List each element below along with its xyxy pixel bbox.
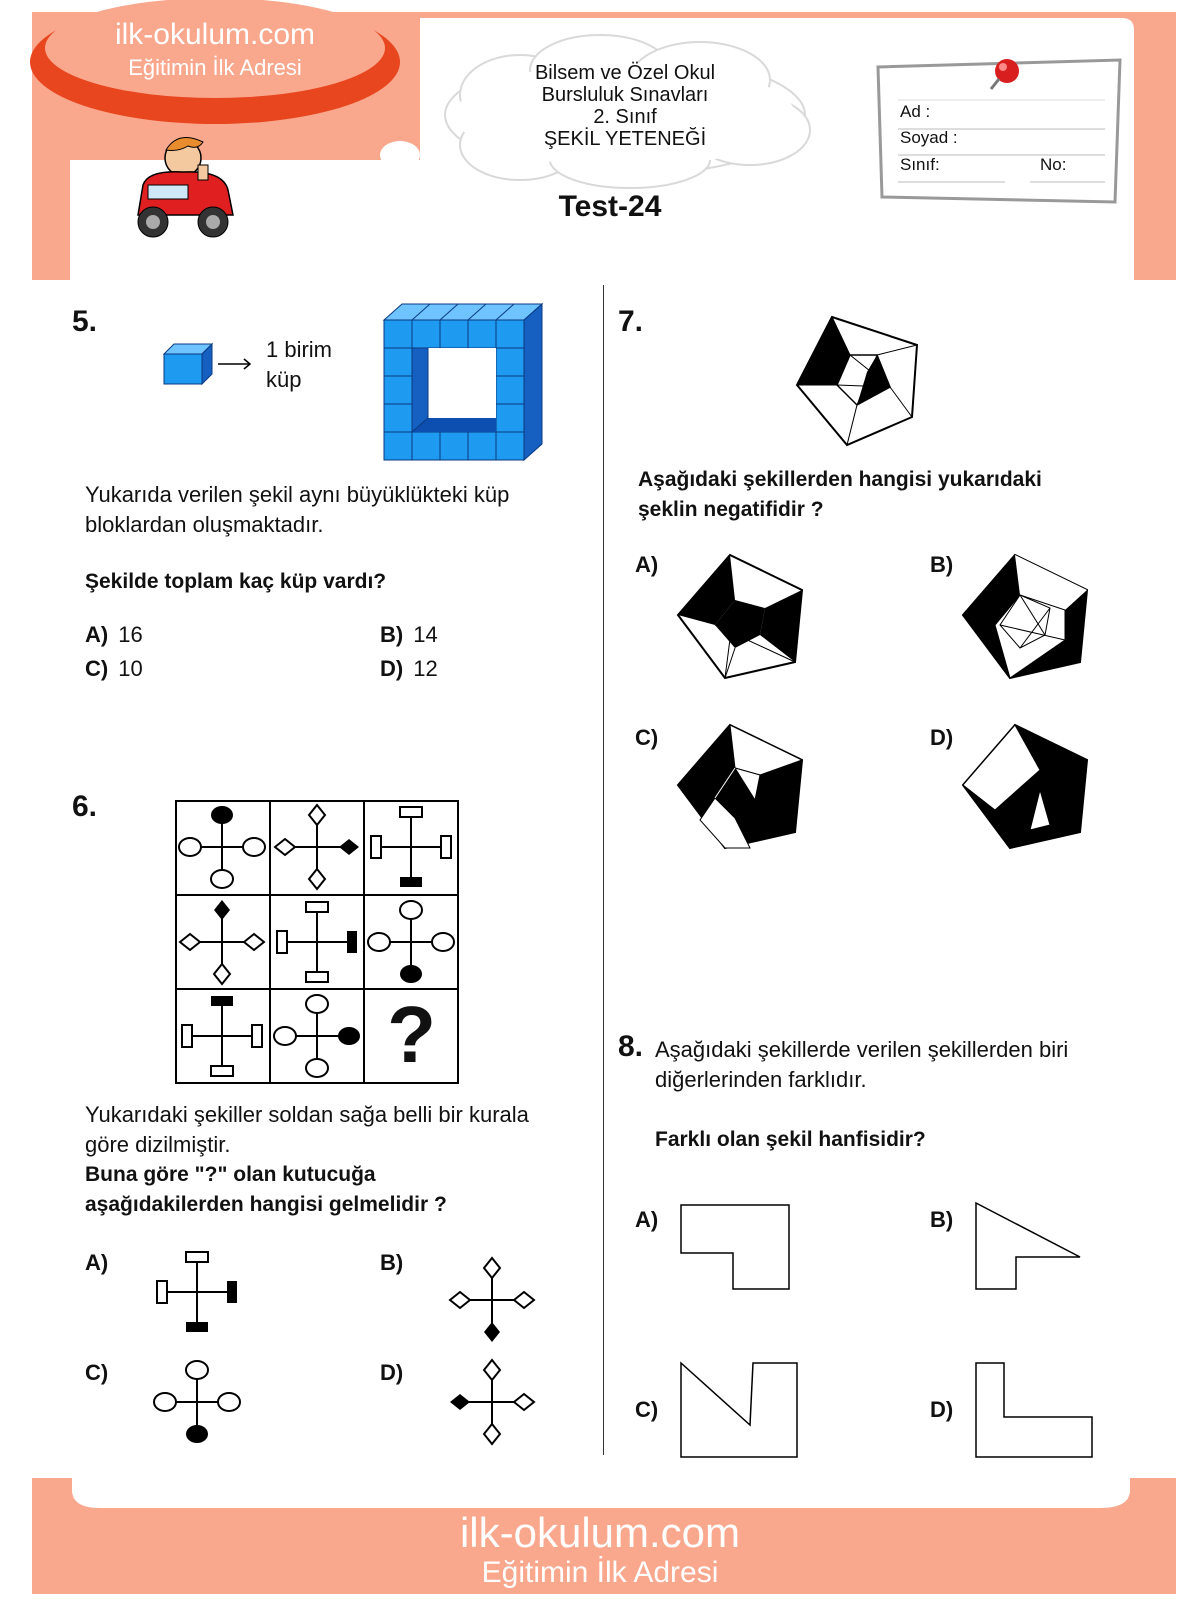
text-line: Yukarıda verilen şekil aynı büyüklükteki küp	[85, 482, 510, 507]
option-a-label[interactable]: A)	[635, 552, 659, 577]
option-a-label[interactable]: A)	[635, 1207, 659, 1232]
option-d-figure[interactable]	[955, 720, 1095, 860]
option-d-label[interactable]: D)	[930, 1397, 954, 1422]
card-ad-label: Ad :	[900, 102, 931, 121]
option-label: B)	[380, 622, 404, 647]
prompt-line: Aşağıdaki şekillerden hangisi yukarıdaki	[638, 468, 1042, 491]
option-b-figure[interactable]	[445, 1255, 540, 1350]
question-text	[85, 480, 585, 540]
option-a-figure[interactable]	[670, 550, 810, 690]
logo-slogan: Eğitimin İlk Adresi	[128, 55, 302, 80]
option-c-label[interactable]: C)	[635, 725, 659, 750]
text-line: Yukarıdaki şekiller soldan sağa belli bir kurala	[85, 1102, 529, 1127]
option-d[interactable]	[380, 656, 438, 682]
option-label: D)	[380, 656, 404, 681]
option-value: 16	[118, 622, 143, 647]
question-prompt	[638, 465, 1158, 525]
option-value: 14	[413, 622, 438, 647]
option-b-label[interactable]: B)	[930, 1207, 954, 1232]
unit-line: 1 birim	[266, 337, 333, 362]
option-a-label[interactable]: A)	[85, 1250, 109, 1275]
card-no-label: No:	[1040, 155, 1067, 174]
text-line: göre dizilmiştir.	[85, 1132, 231, 1157]
pushpin-icon	[985, 55, 1025, 95]
question-prompt: Şekilde toplam kaç küp vardı?	[85, 570, 387, 593]
option-b-label[interactable]: B)	[930, 552, 954, 577]
option-d-label[interactable]: D)	[380, 1360, 404, 1385]
cloud-line: 2. Sınıf	[593, 106, 657, 128]
question-number: 7.	[618, 305, 644, 338]
option-d-label[interactable]: D)	[930, 725, 954, 750]
option-a-figure[interactable]	[150, 1245, 245, 1340]
column-divider	[603, 285, 604, 1455]
prompt-line: Buna göre "?" olan kutucuğa	[85, 1163, 376, 1186]
card-soyad-label: Soyad :	[900, 128, 958, 147]
option-d-shape[interactable]	[970, 1355, 1100, 1465]
option-c-shape[interactable]	[675, 1355, 805, 1465]
text-line: Aşağıdaki şekillerde verilen şekillerden biri	[655, 1037, 1069, 1062]
unit-line: küp	[266, 367, 302, 392]
question-prompt	[85, 1160, 585, 1220]
exam-info-cloud	[470, 62, 780, 150]
option-c-figure[interactable]	[150, 1355, 245, 1450]
cloud-line: Bursluluk Sınavları	[541, 84, 709, 106]
card-sinif-label: Sınıf:	[900, 155, 940, 174]
option-c-figure[interactable]	[670, 720, 810, 860]
option-c[interactable]	[85, 656, 143, 682]
text-line: diğerlerinden farklıdır.	[655, 1067, 867, 1092]
question-number: 5.	[72, 305, 98, 338]
unit-cube-icon	[160, 340, 260, 390]
option-label: A)	[85, 622, 109, 647]
option-d-figure[interactable]	[445, 1355, 540, 1450]
footer-site-name[interactable]: ilk-okulum.com	[459, 1509, 741, 1556]
option-c-label[interactable]: C)	[635, 1397, 659, 1422]
car-character-illustration	[128, 130, 243, 250]
footer-slogan: Eğitimin İlk Adresi	[481, 1556, 719, 1589]
prompt-line: aşağıdakilerden hangisi gelmelidir ?	[85, 1193, 447, 1216]
question-number: 6.	[72, 790, 98, 823]
option-b[interactable]	[380, 622, 438, 648]
option-b-figure[interactable]	[955, 550, 1095, 690]
option-c-label[interactable]: C)	[85, 1360, 109, 1385]
option-label: C)	[85, 656, 109, 681]
option-b-shape[interactable]	[970, 1195, 1090, 1295]
option-a-shape[interactable]	[675, 1195, 795, 1295]
unit-cube-label	[266, 335, 332, 395]
question-text	[85, 1100, 585, 1160]
option-value: 12	[413, 656, 438, 681]
question-text	[655, 1035, 1175, 1095]
test-title: Test-24	[558, 190, 662, 223]
cube-frame-figure	[382, 302, 547, 462]
prompt-line: şeklin negatifidir ?	[638, 498, 824, 521]
option-b-label[interactable]: B)	[380, 1250, 404, 1275]
cloud-line: ŞEKİL YETENEĞİ	[543, 128, 707, 150]
pentagon-figure	[790, 305, 935, 450]
option-a[interactable]	[85, 622, 143, 648]
question-prompt: Farklı olan şekil hanfisidir?	[655, 1128, 926, 1151]
logo-site-name[interactable]: ilk-okulum.com	[114, 18, 316, 51]
option-value: 10	[118, 656, 143, 681]
question-number: 8.	[618, 1030, 644, 1063]
cloud-line: Bilsem ve Özel Okul	[534, 62, 716, 84]
question-mark-cell: ?	[387, 990, 436, 1079]
text-line: bloklardan oluşmaktadır.	[85, 512, 324, 537]
